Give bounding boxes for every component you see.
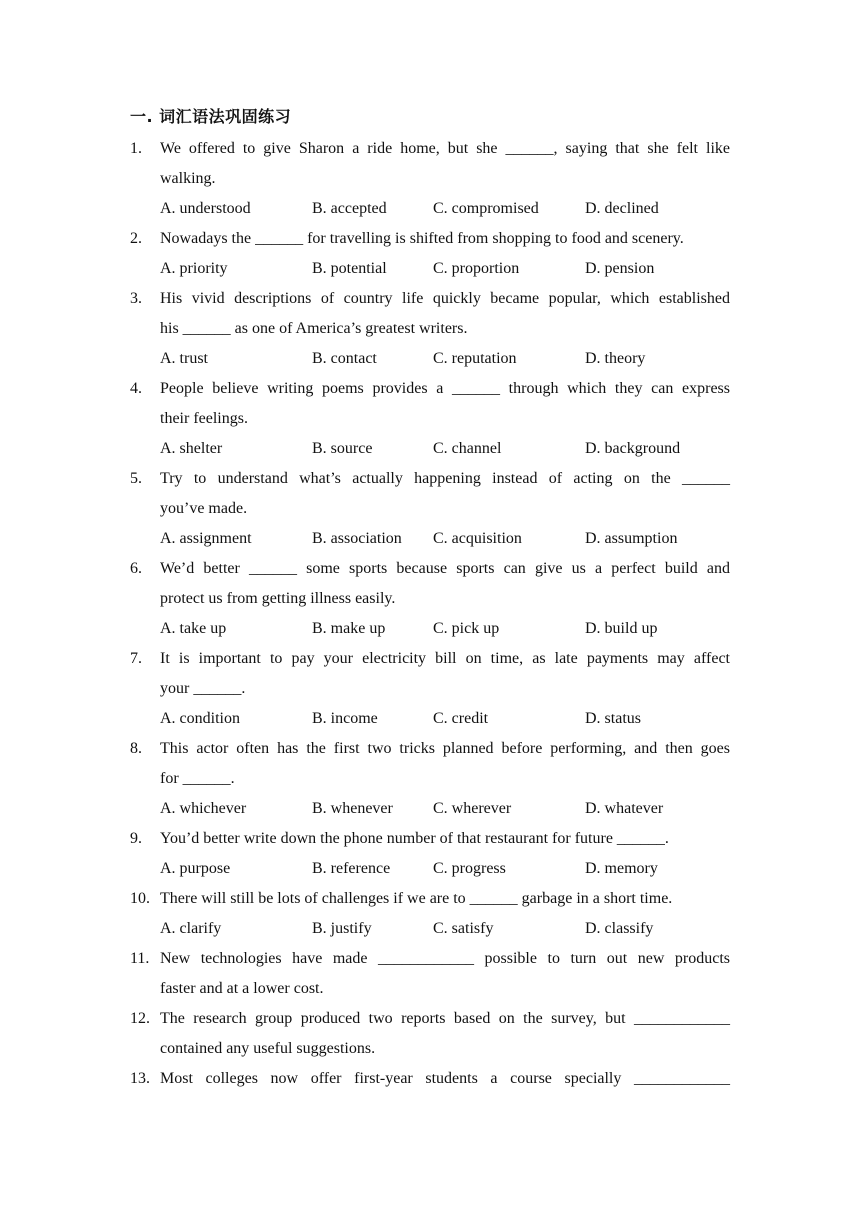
answer-options: [130, 344, 730, 374]
question-text: his ______ as one of America’s greatest writers.: [160, 320, 468, 337]
question-text: Nowadays the ______ for travelling is shifted from shopping to food and scenery.: [160, 230, 684, 247]
question-text: His vivid descriptions of country life quickly became popular, which established: [160, 290, 730, 307]
option-d: D. whatever: [585, 800, 664, 817]
option-b: B. source: [312, 440, 373, 457]
option-a: A. clarify: [160, 920, 222, 937]
question-text: walking.: [160, 170, 216, 187]
option-a: A. shelter: [160, 440, 223, 457]
question-text: you’ve made.: [160, 500, 248, 517]
option-b: B. contact: [312, 350, 377, 367]
question-text: their feelings.: [160, 410, 248, 427]
question-text: contained any useful suggestions.: [160, 1040, 376, 1057]
question-number: 1.: [130, 140, 142, 157]
option-c: C. credit: [433, 710, 489, 727]
question-text: your ______.: [160, 680, 246, 697]
question-text: There will still be lots of challenges if we are to ______ garbage in a short time.: [160, 890, 673, 907]
question-line: [130, 134, 730, 164]
question-text: protect us from getting illness easily.: [160, 590, 396, 607]
answer-options: [130, 794, 730, 824]
answer-options: [130, 614, 730, 644]
option-c: C. compromised: [433, 200, 539, 217]
question-line: [130, 824, 730, 854]
option-a: A. whichever: [160, 800, 247, 817]
question-number: 4.: [130, 380, 142, 397]
option-c: C. reputation: [433, 350, 517, 367]
question-number: 3.: [130, 290, 142, 307]
option-c: C. satisfy: [433, 920, 494, 937]
question-number: 12.: [130, 1010, 150, 1027]
question-line: [130, 404, 730, 434]
question-line: [130, 1004, 730, 1034]
option-a: A. trust: [160, 350, 208, 367]
question-line: [130, 974, 730, 1004]
question-line: [130, 944, 730, 974]
question-11: [130, 944, 730, 1004]
question-number: 7.: [130, 650, 142, 667]
option-b: B. whenever: [312, 800, 393, 817]
section-title: 一. 词汇语法巩固练习: [130, 107, 292, 126]
option-d: D. declined: [585, 200, 659, 217]
option-d: D. pension: [585, 260, 655, 277]
question-line: [130, 1034, 730, 1064]
option-d: D. classify: [585, 920, 654, 937]
question-line: [130, 314, 730, 344]
question-8: [130, 734, 730, 824]
question-12: [130, 1004, 730, 1064]
option-c: C. proportion: [433, 260, 520, 277]
question-2: [130, 224, 730, 284]
question-text: Try to understand what’s actually happening instead of acting on the ______: [160, 470, 730, 487]
question-6: [130, 554, 730, 644]
answer-options: [130, 854, 730, 884]
answer-options: [130, 704, 730, 734]
option-b: B. accepted: [312, 200, 387, 217]
question-text: Most colleges now offer first-year students a course specially ____________: [160, 1070, 730, 1087]
question-text: for ______.: [160, 770, 235, 787]
option-c: C. channel: [433, 440, 502, 457]
option-d: D. background: [585, 440, 681, 457]
question-text: faster and at a lower cost.: [160, 980, 324, 997]
question-text: This actor often has the first two tricks planned before performing, and then goes: [160, 740, 730, 757]
option-b: B. income: [312, 710, 378, 727]
option-d: D. assumption: [585, 530, 678, 547]
question-text: The research group produced two reports based on the survey, but ____________: [160, 1010, 730, 1027]
option-c: C. acquisition: [433, 530, 522, 547]
question-line: [130, 494, 730, 524]
question-text: People believe writing poems provides a ______ through which they can express: [160, 380, 730, 397]
question-line: [130, 644, 730, 674]
answer-options: [130, 254, 730, 284]
option-a: A. understood: [160, 200, 251, 217]
question-9: [130, 824, 730, 884]
question-line: [130, 374, 730, 404]
question-3: [130, 284, 730, 374]
question-13: [130, 1064, 730, 1094]
option-b: B. potential: [312, 260, 387, 277]
option-a: A. take up: [160, 620, 227, 637]
question-line: [130, 764, 730, 794]
question-1: [130, 134, 730, 224]
option-d: D. status: [585, 710, 641, 727]
question-4: [130, 374, 730, 464]
question-number: 10.: [130, 890, 150, 907]
question-number: 2.: [130, 230, 142, 247]
option-a: A. priority: [160, 260, 228, 277]
option-a: A. assignment: [160, 530, 252, 547]
question-number: 11.: [130, 950, 150, 967]
question-line: [130, 164, 730, 194]
question-text: We offered to give Sharon a ride home, but she ______, saying that she felt like: [160, 140, 730, 157]
question-number: 8.: [130, 740, 142, 757]
answer-options: [130, 434, 730, 464]
option-c: C. wherever: [433, 800, 512, 817]
question-number: 6.: [130, 560, 142, 577]
question-line: [130, 884, 730, 914]
question-line: [130, 224, 730, 254]
option-a: A. condition: [160, 710, 240, 727]
question-number: 5.: [130, 470, 142, 487]
answer-options: [130, 524, 730, 554]
option-d: D. memory: [585, 860, 658, 877]
option-d: D. theory: [585, 350, 646, 367]
option-c: C. pick up: [433, 620, 500, 637]
question-line: [130, 464, 730, 494]
question-text: We’d better ______ some sports because sports can give us a perfect build and: [160, 560, 730, 577]
question-line: [130, 674, 730, 704]
question-number: 13.: [130, 1070, 150, 1087]
question-7: [130, 644, 730, 734]
option-d: D. build up: [585, 620, 658, 637]
question-text: New technologies have made ____________ possible to turn out new products: [160, 950, 730, 967]
question-line: [130, 554, 730, 584]
question-10: [130, 884, 730, 944]
option-b: B. justify: [312, 920, 372, 937]
question-line: [130, 734, 730, 764]
option-b: B. make up: [312, 620, 386, 637]
question-line: [130, 584, 730, 614]
option-b: B. association: [312, 530, 402, 547]
question-number: 9.: [130, 830, 142, 847]
question-text: It is important to pay your electricity bill on time, as late payments may affect: [160, 650, 730, 667]
question-text: You’d better write down the phone number of that restaurant for future ______.: [160, 830, 669, 847]
question-line: [130, 1064, 730, 1094]
option-a: A. purpose: [160, 860, 231, 877]
answer-options: [130, 194, 730, 224]
question-5: [130, 464, 730, 554]
option-b: B. reference: [312, 860, 391, 877]
question-line: [130, 284, 730, 314]
option-c: C. progress: [433, 860, 506, 877]
answer-options: [130, 914, 730, 944]
